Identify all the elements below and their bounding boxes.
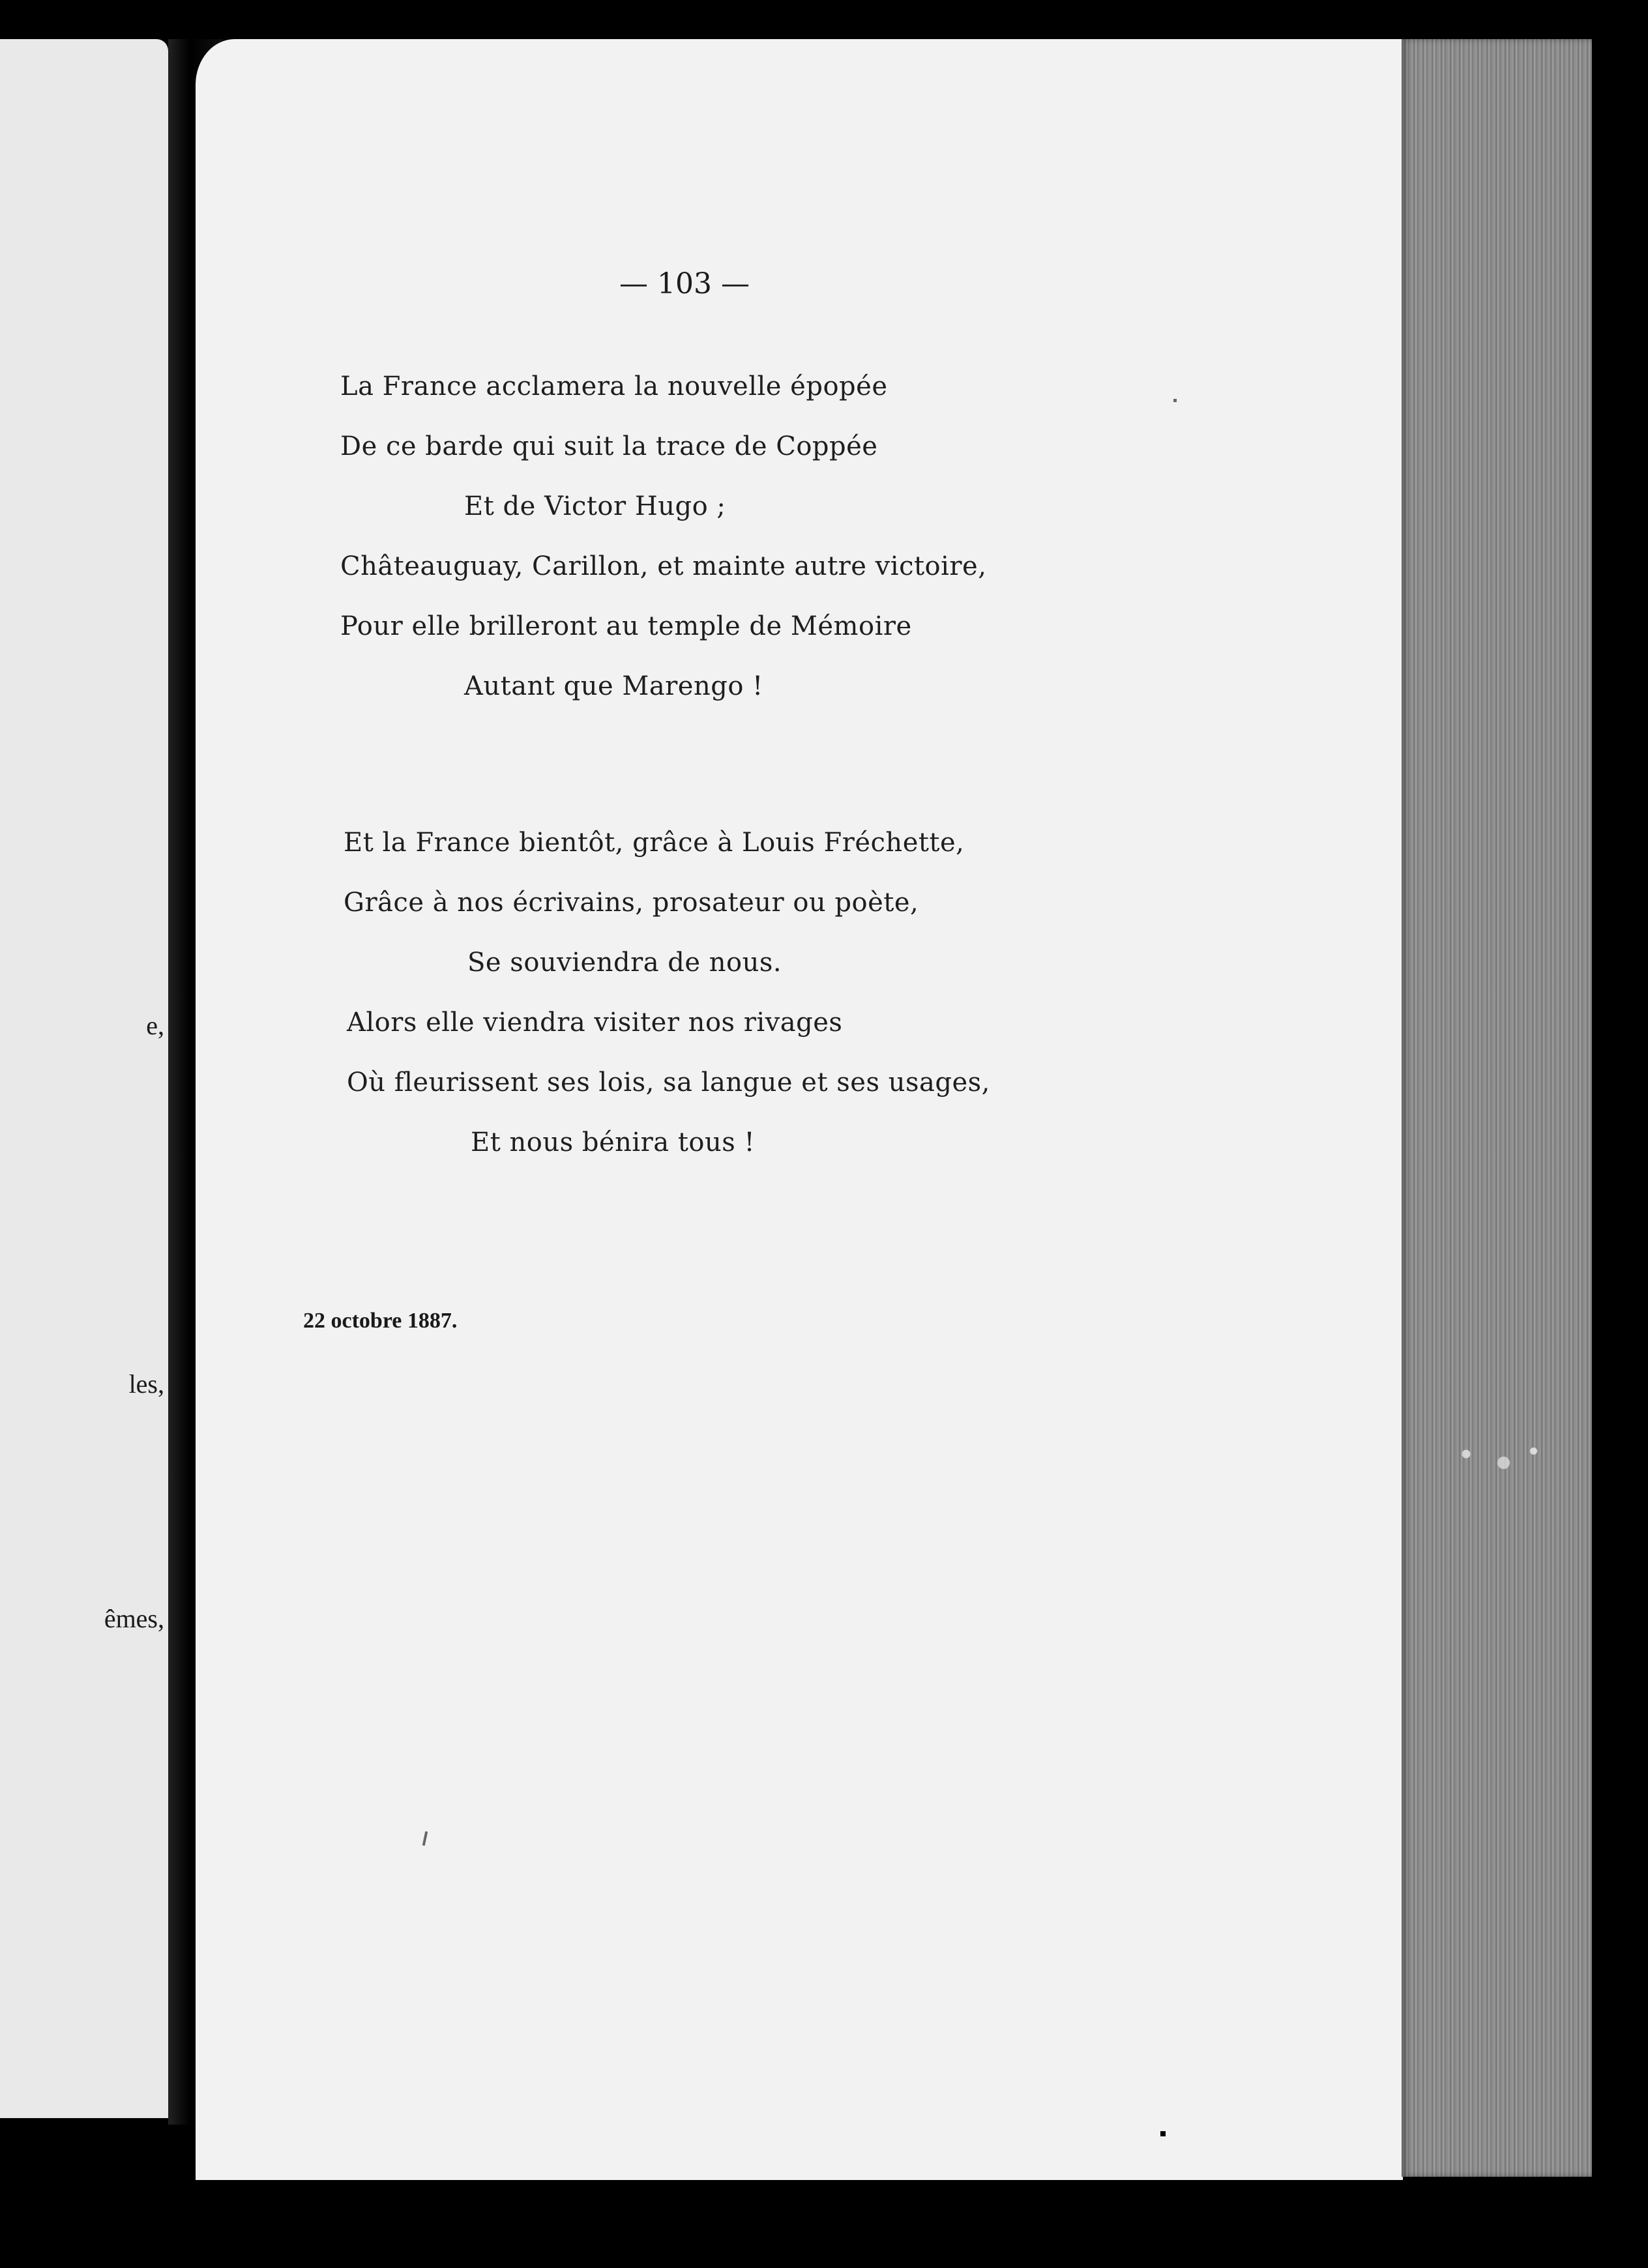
verse-line: Se souviendra de nous. [467, 948, 782, 978]
verse-line: Grâce à nos écrivains, prosateur ou poète, [344, 888, 919, 918]
verse-line: De ce barde qui suit la trace de Coppée [340, 431, 878, 461]
verse-line: Alors elle viendra visiter nos rivages [347, 1008, 843, 1038]
page-number: — 103 — [619, 267, 750, 300]
page-edges [1402, 39, 1592, 2177]
book-page [196, 39, 1403, 2180]
page-edge-speckle [1421, 1431, 1571, 1489]
verse-line: Et la France bientôt, grâce à Louis Fréchette, [344, 828, 965, 858]
verse-line: La France acclamera la nouvelle épopée [340, 371, 888, 401]
ink-speck [1160, 2131, 1166, 2136]
verse-line: Pour elle brilleront au temple de Mémoire [340, 611, 912, 641]
verse-line: Autant que Marengo ! [464, 671, 763, 701]
verse-line: Châteauguay, Carillon, et mainte autre victoire, [340, 551, 987, 581]
left-page-fragment: les, [128, 1369, 164, 1399]
ink-speck [1173, 399, 1177, 402]
verse-line: Et de Victor Hugo ; [464, 491, 726, 521]
verse-line: Où fleurissent ses lois, sa langue et ses usages, [347, 1068, 990, 1098]
verse-line: Et nous bénira tous ! [471, 1127, 756, 1157]
left-page-edge [0, 39, 168, 2118]
left-page-fragment: e, [146, 1011, 164, 1040]
left-page-fragment: êmes, [104, 1604, 164, 1633]
poem-date: 22 octobre 1887. [303, 1309, 458, 1333]
